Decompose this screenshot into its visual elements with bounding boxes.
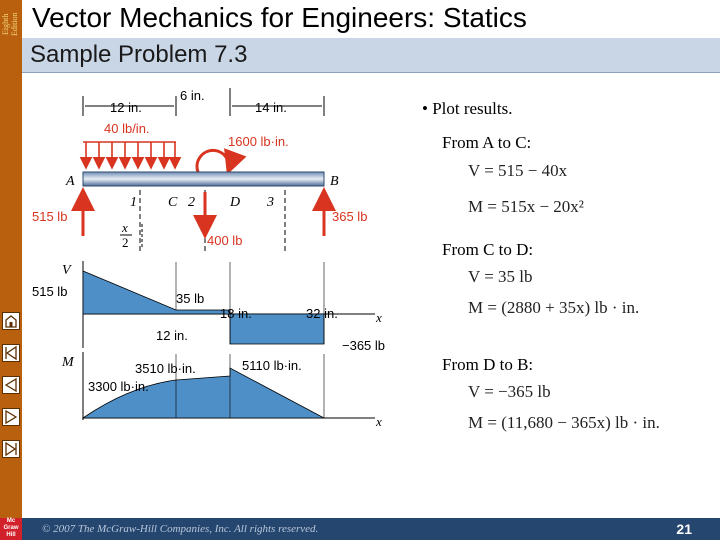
segment-3-label: From D to B: <box>442 355 534 374</box>
shear-v4: 12 in. <box>156 328 188 343</box>
bullet-plot-results: • Plot results. <box>422 99 513 118</box>
footer <box>22 518 720 540</box>
distributed-load-arrows <box>83 142 176 168</box>
edition-label: Eighth Edition <box>1 12 19 36</box>
segment-1-label: From A to C: <box>442 133 532 152</box>
moment-x-label: x <box>376 414 382 429</box>
shear-v5: −365 lb <box>342 338 386 353</box>
half-x: x <box>122 220 128 235</box>
point-c-label: C <box>168 195 178 210</box>
home-icon[interactable] <box>2 312 20 330</box>
previous-icon[interactable] <box>2 376 20 394</box>
segment-2-label: From C to D: <box>442 240 534 259</box>
segment-2-shear: V = 35 lb <box>468 267 533 286</box>
half-two: 2 <box>122 235 129 250</box>
header <box>22 0 720 38</box>
beam-diagram-svg <box>30 86 405 431</box>
first-icon[interactable] <box>2 344 20 362</box>
shear-x-label: x <box>376 310 382 325</box>
moment-label: 1600 lb·in. <box>228 134 289 149</box>
moment-axis-label: M <box>62 355 74 370</box>
beam <box>83 172 324 186</box>
segment-1-moment: M = 515x − 20x² <box>468 197 584 216</box>
couple-arrow <box>197 150 229 172</box>
copyright-text: © 2007 The McGraw-Hill Companies, Inc. All rights reserved. <box>42 523 319 535</box>
dim-12in: 12 in. <box>110 100 142 115</box>
segment-3-shear: V = −365 lb <box>468 382 551 401</box>
moment-m3: 3300 lb·in. <box>88 379 149 394</box>
point-d-label: D <box>230 195 241 210</box>
section-2: 2 <box>188 195 195 210</box>
slide-subtitle: Sample Problem 7.3 <box>30 41 248 68</box>
point-a-label: A <box>66 174 75 189</box>
page-number: 21 <box>676 521 692 537</box>
point-b-label: B <box>330 174 339 189</box>
sidebar <box>0 0 22 540</box>
section-1: 1 <box>130 195 137 210</box>
load-label: 40 lb/in. <box>104 121 150 136</box>
shear-v0: 515 lb <box>32 284 68 299</box>
dim-14in: 14 in. <box>255 100 287 115</box>
mcgraw-hill-logo <box>0 518 22 540</box>
shear-axis-label: V <box>62 263 71 278</box>
segment-2-moment: M = (2880 + 35x) lb · in. <box>468 298 640 317</box>
page-title: Vector Mechanics for Engineers: Statics <box>32 2 527 33</box>
point-load: 400 lb <box>207 233 243 248</box>
reaction-a: 515 lb <box>32 209 68 224</box>
dim-6in: 6 in. <box>180 88 205 103</box>
next-icon[interactable] <box>2 408 20 426</box>
reaction-b: 365 lb <box>332 209 368 224</box>
moment-m2: 5110 lb·in. <box>242 358 302 373</box>
shear-v1: 35 lb <box>176 291 205 306</box>
segment-1-shear: V = 515 − 40x <box>468 161 568 180</box>
shear-v3: 32 in. <box>306 306 338 321</box>
shear-positive-region <box>83 271 230 314</box>
shear-v2: 18 in. <box>220 306 252 321</box>
subheader <box>22 38 720 73</box>
logo-text: Mc Graw Hill <box>3 518 19 538</box>
beam-figure <box>30 86 405 436</box>
last-icon[interactable] <box>2 440 20 458</box>
section-3: 3 <box>267 195 274 210</box>
moment-m1: 3510 lb·in. <box>135 361 196 376</box>
segment-3-moment: M = (11,680 − 365x) lb · in. <box>468 413 660 432</box>
